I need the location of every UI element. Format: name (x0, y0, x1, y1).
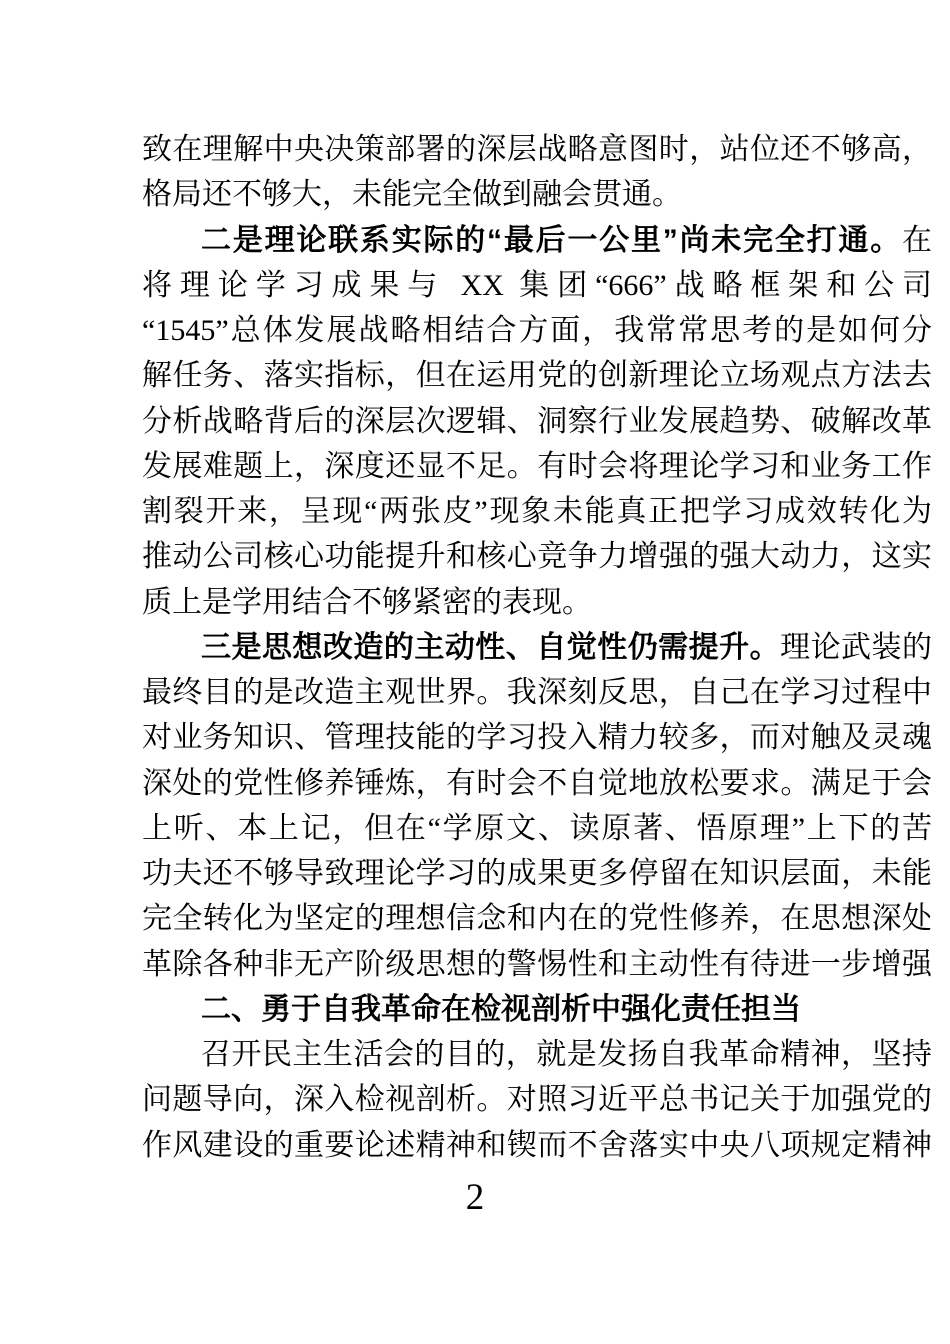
text-line (142, 1123, 932, 1168)
text-line (142, 851, 932, 896)
text-line (142, 1077, 932, 1122)
body-text: 割裂开来，呈现“两张皮”现象未能真正把学习成效转化为 (142, 495, 932, 528)
body-text: 深处的党性修养锤炼，有时会不自觉地放松要求。满足于会 (142, 766, 932, 800)
text-line (142, 715, 932, 760)
body-text: 解任务、落实指标，但在运用党的创新理论立场观点方法去 (142, 359, 932, 393)
body-text: 革除各种非无产阶级思想的警惕性和主动性有待进一步增强 (142, 947, 932, 981)
text-line (142, 670, 932, 715)
body-text: 问题导向，深入检视剖析。对照习近平总书记关于加强党的 (142, 1083, 932, 1117)
body-text: 发展难题上，深度还显不足。有时会将理论学习和业务工作 (142, 449, 932, 483)
text-line (142, 308, 932, 353)
body-text: 上听、本上记，但在“学原文、读原著、悟原理”上下的苦 (142, 811, 932, 845)
body-text: 格局还不够大，未能完全做到融会贯通。 (142, 178, 682, 212)
bold-lead-text: 三是思想改造的主动性、自觉性仍需提升。 (201, 630, 781, 664)
text-line (142, 806, 932, 851)
body-text: 功夫还不够导致理论学习的成果更多停留在知识层面，未能 (142, 857, 932, 890)
text-line (142, 1032, 932, 1077)
text-line (142, 896, 932, 941)
body-text: 最终目的是改造主观世界。我深刻反思，自己在学习过程中 (142, 676, 932, 709)
body-text: 作风建设的重要论述精神和锲而不舍落实中央八项规定精神 (142, 1128, 932, 1162)
body-text: 召开民主生活会的目的，就是发扬自我革命精神，坚持 (201, 1038, 932, 1071)
text-line (142, 534, 932, 579)
text-line (142, 127, 932, 172)
document-body (142, 127, 932, 1168)
body-text: 对业务知识、管理技能的学习投入精力较多，而对触及灵魂 (142, 721, 932, 755)
text-line (142, 489, 932, 534)
body-text: 完全转化为坚定的理想信念和内在的党性修养，在思想深处 (142, 902, 932, 936)
body-text: 将理论学习成果与 XX 集团“666”战略框架和公司 (142, 268, 932, 302)
section-heading-line (142, 987, 932, 1032)
bold-lead-text: 二是理论联系实际的“最后一公里”尚未完全打通。 (201, 223, 902, 257)
text-line (142, 761, 932, 806)
body-text: 理论武装的 (780, 630, 932, 664)
body-text: 推动公司核心功能提升和核心竞争力增强的强大动力，这实 (142, 540, 932, 574)
text-line (142, 625, 932, 670)
body-text: 质上是学用结合不够紧密的表现。 (142, 585, 592, 619)
text-line (142, 580, 932, 625)
body-text: 致在理解中央决策部署的深层战略意图时，站位还不够高， (142, 133, 932, 166)
section-heading-text: 二、勇于自我革命在检视剖析中强化责任担当 (201, 992, 801, 1026)
body-text: 分析战略背后的深层次逻辑、洞察行业发展趋势、破解改革 (142, 404, 932, 438)
body-text: 在 (902, 223, 932, 257)
text-line (142, 172, 932, 217)
page-number: 2 (465, 1177, 485, 1218)
body-text: “1545”总体发展战略相结合方面，我常常思考的是如何分 (142, 314, 932, 347)
text-line (142, 444, 932, 489)
text-line (142, 263, 932, 308)
text-line (142, 218, 932, 263)
text-line (142, 399, 932, 444)
text-line (142, 353, 932, 398)
text-line (142, 942, 932, 987)
